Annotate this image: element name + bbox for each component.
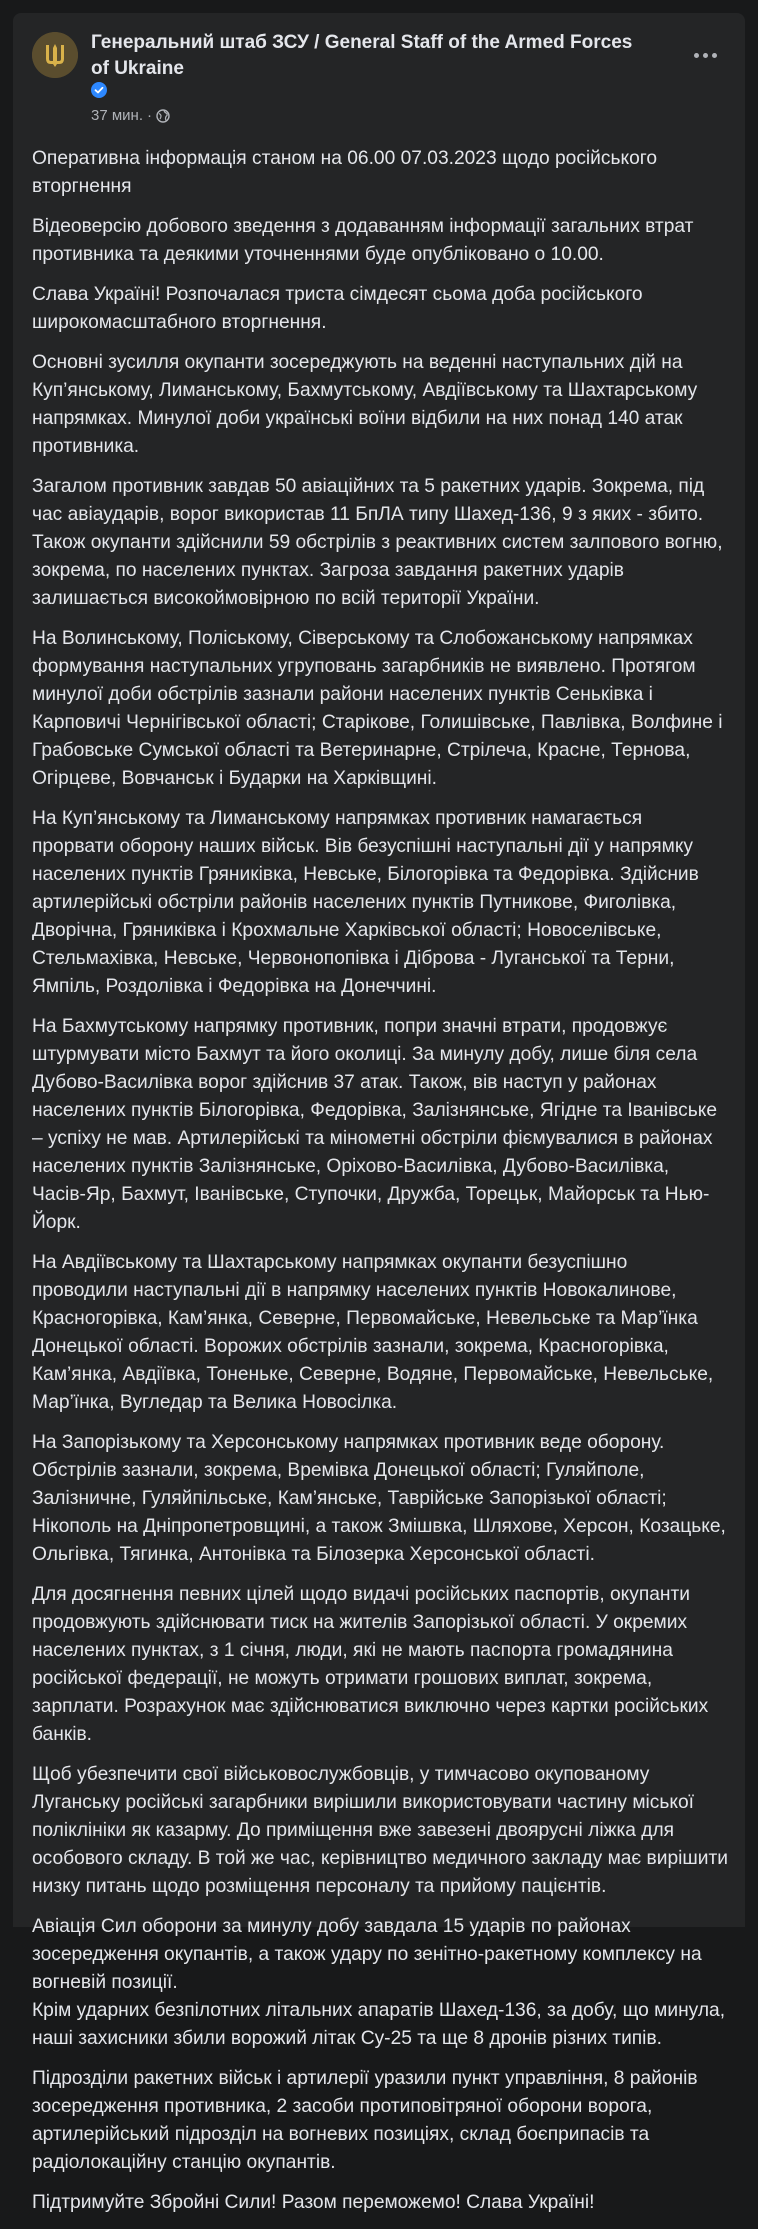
post-paragraph: Відеоверсію добового зведення з додаванням інформації загальних втрат противника та деякими уточненнями буде опубліковано о 10.00. [32,216,694,265]
post-time[interactable]: 37 мин. [91,107,143,124]
post-paragraph: Підрозділи ракетних військ і артилерії уразили пункт управління, 8 районів зосередження противника, 2 засоби протиповітряної оборони ворога, артилерійський підрозділ на вогневих позиціях, склад боєприпасів та радіолокаційну станцію окупантів. [32,2068,698,2173]
post-paragraph: На Авдіївському та Шахтарському напрямках окупанти безуспішно проводили наступальні дії в напрямку населених пунктів Новокалинове, Красногорівка, Кам’янка, Северне, Первомайське, Невельське та Мар’їнка Донецької області. Ворожих обстрілів зазнали, зокрема, Красногорівка, Кам’янка, Авдіївка, Тоненьке, Северне, Водяне, Первомайське, Невельське, Мар’їнка, Вугледар та Велика Новосілка. [32,1252,714,1413]
post-paragraph: Оперативна інформація станом на 06.00 07.03.2023 щодо російського вторгнення [32,148,658,197]
post-paragraph: Основні зусилля окупанти зосереджують на веденні наступальних дій на Куп’янському, Лиманському, Бахмутському, Авдіївському та Шахтарському напрямках. Минулої доби українські воїни відбили на них понад 140 атак противника. [32,352,698,457]
post-header [13,13,745,133]
trident-icon[interactable] [32,32,78,78]
post-paragraph: Загалом противник завдав 50 авіаційних та 5 ракетних ударів. Зокрема, під час авіаударів, ворог використав 11 БпЛА типу Шахед-136, 9 з яких - збито. Також окупанти здійснили 59 обстрілів з реактивних систем залпового вогню, зокрема, по населених пунктах. Загроза завдання ракетних ударів залишається високоймовірною по всій території України. [32,476,723,609]
post-meta [91,106,170,126]
post-paragraph: Щоб убезпечити свої військовослужбовців, у тимчасово окупованому Луганську російські загарбники вирішили використовувати частину міської поліклініки як казарму. До приміщення вже завезені двоярусні ліжка для особового складу. В той же час, керівництво медичного закладу має вирішити низку питань щодо розміщення персоналу та прийому пацієнтів. [32,1764,729,1897]
more-dot [703,53,708,58]
post-paragraph: Для досягнення певних цілей щодо видачі російських паспортів, окупанти продовжують здійснювати тиск на жителів Запорізької області. У окремих населених пунктах, з 1 січня, люди, які не мають паспорта громадянина російської федерації, не можуть отримати грошових виплат, зокрема, зарплати. Розрахунок має здійснюватися виключно через картки російських банків. [32,1584,709,1745]
globe-icon[interactable] [156,109,170,123]
post-paragraph: Слава Україні! Розпочалася триста сімдесят сьома доба російського широкомасштабного вторгнення. [32,284,643,333]
post-paragraph: Підтримуйте Збройні Сили! Разом переможемо! Слава Україні! [32,2192,595,2213]
post-paragraph: На Бахмутському напрямку противник, попри значні втрати, продовжує штурмувати місто Бахмут та його околиці. За минулу добу, лише біля села Дубово-Василівка ворог здійснив 37 атак. Також, вів наступ у районах населених пунктів Білогорівка, Федорівка, Залізнянське, Ягідне та Іванівське – успіху не мав. Артилерійські та мінометні обстріли фіємувалися в районах населених пунктів Залізнянське, Оріхово-Василівка, Дубово-Василівка, Часів-Яр, Бахмут, Іванівське, Ступочки, Дружба, Торецьк, Майорськ та Нью-Йорк. [32,1016,718,1233]
post-paragraph: На Волинському, Поліському, Сіверському та Слобожанському напрямках формування наступальних угруповань загарбників не виявлено. Протягом минулої доби обстрілів зазнали райони населених пунктів Сеньківка і Карповичі Чернігівської області; Старікове, Голишівське, Павлівка, Волфине і Грабовське Сумської області та Ветеринарне, Стрілеча, Красне, Тернова, Огірцеве, Вовчанськ і Бударки на Харківщині. [32,628,723,789]
more-dot [712,53,717,58]
post-author[interactable]: Генеральний штаб ЗСУ / General Staff of the Armed Forces of Ukraine [91,32,633,79]
more-options-icon[interactable] [687,41,723,69]
more-dot [694,53,699,58]
post-paragraph: На Запорізькому та Херсонському напрямках противник веде оборону. Обстрілів зазнали, зокрема, Времівка Донецької області; Гуляйполе, Залізничне, Гуляйпільське, Кам’янське, Таврійське Запорізької області; Нікополь на Дніпропетровщині, а також Змішвка, Шляхове, Херсон, Козацьке, Ольгівка, Тягинка, Антонівка та Білозерка Херсонської області. [32,1432,726,1565]
meta-separator: · [147,107,152,124]
verified-badge-icon [91,82,107,98]
post-paragraph: На Куп’янському та Лиманському напрямках противник намагається прорвати оборону наших військ. Вів безуспішні наступальні дії у напрямку населених пунктів Гряниківка, Невське, Білогорівка та Федорівка. Здійснив артилерійські обстріли районів населених пунктів Путникове, Фиголівка, Дворічна, Гряниківка і Крохмальне Харківської області; Новоселівське, Стельмахівка, Невське, Червонопопівка і Діброва - Луганської та Терни, Ямпіль, Роздолівка і Федорівка на Донеччині. [32,808,699,997]
post-body [32,145,728,2229]
post-paragraph: Авіація Сил оборони за минулу добу завдала 15 ударів по районах зосередження окупантів, а також удару по зенітно-ракетному комплексу на вогневій позиції. Крім ударних безпілотних літальних апаратів Шахед-136, за добу, що минула, наші захисники збили ворожий літак Су-25 та ще 8 дронів різних типів. [32,1916,726,2049]
post-card [13,13,745,2213]
